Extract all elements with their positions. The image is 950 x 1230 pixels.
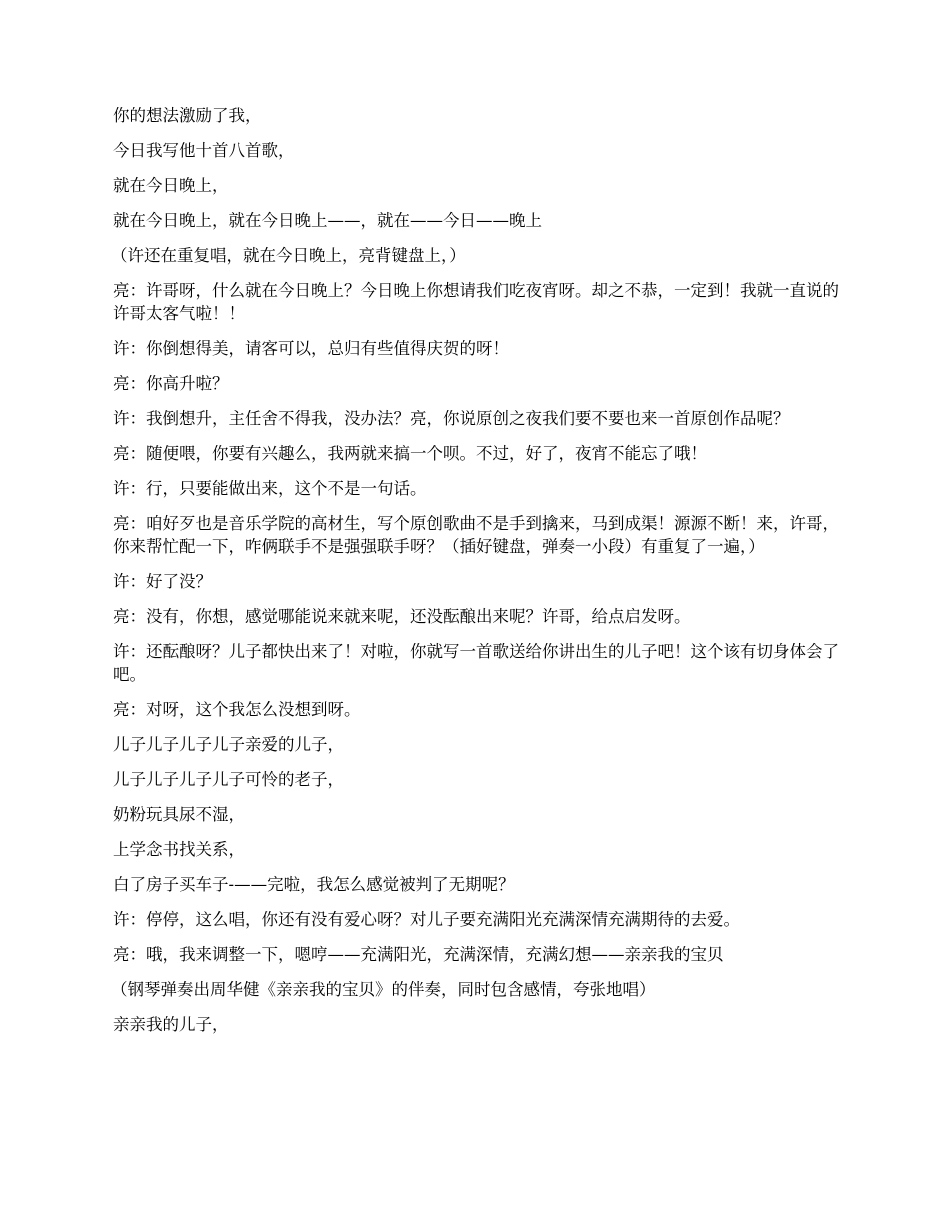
lyric-line: 奶粉玩具尿不湿， — [113, 805, 245, 824]
lyric-line: 今日我写他十首八首歌， — [113, 141, 295, 160]
stage-direction: （许还在重复唱，就在今日晚上，亮背键盘上，） — [111, 246, 466, 265]
dialogue-line: 亮：随便喂，你要有兴趣么，我两就来搞一个呗。不过，好了，夜宵不能忘了哦！ — [113, 444, 707, 463]
dialogue-line: 许：行，只要能做出来，这个不是一句话。 — [113, 479, 427, 498]
dialogue-line: 许：停停，这么唱，你还有没有爱心呀？对儿子要充满阳光充满深情充满期待的去爱。 — [113, 910, 740, 929]
dialogue-line: 亮：咱好歹也是音乐学院的高材生，写个原创歌曲不是手到擒来，马到成渠！源源不断！来，许哥，你来帮忙配一下，咋俩联手不是强强联手呀？（插好键盘，弹奏一小段）有重复了一遍，） — [113, 514, 839, 556]
dialogue-line: 亮：对呀，这个我怎么没想到呀。 — [113, 700, 361, 719]
lyric-line: 白了房子买车子-——完啦，我怎么感觉被判了无期呢？ — [113, 875, 515, 894]
lyric-line: 就在今日晚上， — [113, 176, 229, 195]
dialogue-line: 亮：你高升啦？ — [113, 374, 229, 393]
lyric-line: 就在今日晚上，就在今日晚上——，就在——今日——晚上 — [113, 211, 542, 230]
dialogue-line: 许：你倒想得美，请客可以，总归有些值得庆贺的呀！ — [113, 339, 509, 358]
dialogue-line: 许：我倒想升，主任舍不得我，没办法？亮，你说原创之夜我们要不要也来一首原创作品呢？ — [113, 409, 790, 428]
stage-direction: （钢琴弹奏出周华健《亲亲我的宝贝》的伴奏，同时包含感情，夸张地唱） — [111, 980, 656, 999]
lyric-line: 你的想法激励了我， — [113, 106, 262, 125]
lyric-line: 儿子儿子儿子儿子亲爱的儿子， — [113, 735, 344, 754]
dialogue-line: 许：好了没？ — [113, 572, 212, 591]
lyric-line: 上学念书找关系， — [113, 840, 245, 859]
dialogue-line: 亮：许哥呀，什么就在今日晚上？今日晚上你想请我们吃夜宵呀。却之不恭，一定到！我就一直说的许哥太客气啦！！ — [113, 281, 839, 323]
dialogue-line: 许：还酝酿呀？儿子都快出来了！对啦，你就写一首歌送给你讲出生的儿子吧！这个该有切身体会了吧。 — [113, 642, 839, 684]
dialogue-line: 亮：没有，你想，感觉哪能说来就来呢，还没酝酿出来呢？许哥，给点启发呀。 — [113, 607, 691, 626]
lyric-line: 儿子儿子儿子儿子可怜的老子， — [113, 770, 344, 789]
document-page — [113, 104, 843, 1048]
lyric-line: 亲亲我的儿子， — [113, 1015, 229, 1034]
dialogue-line: 亮：哦，我来调整一下，嗯哼——充满阳光，充满深情，充满幻想——亲亲我的宝贝 — [113, 945, 724, 964]
